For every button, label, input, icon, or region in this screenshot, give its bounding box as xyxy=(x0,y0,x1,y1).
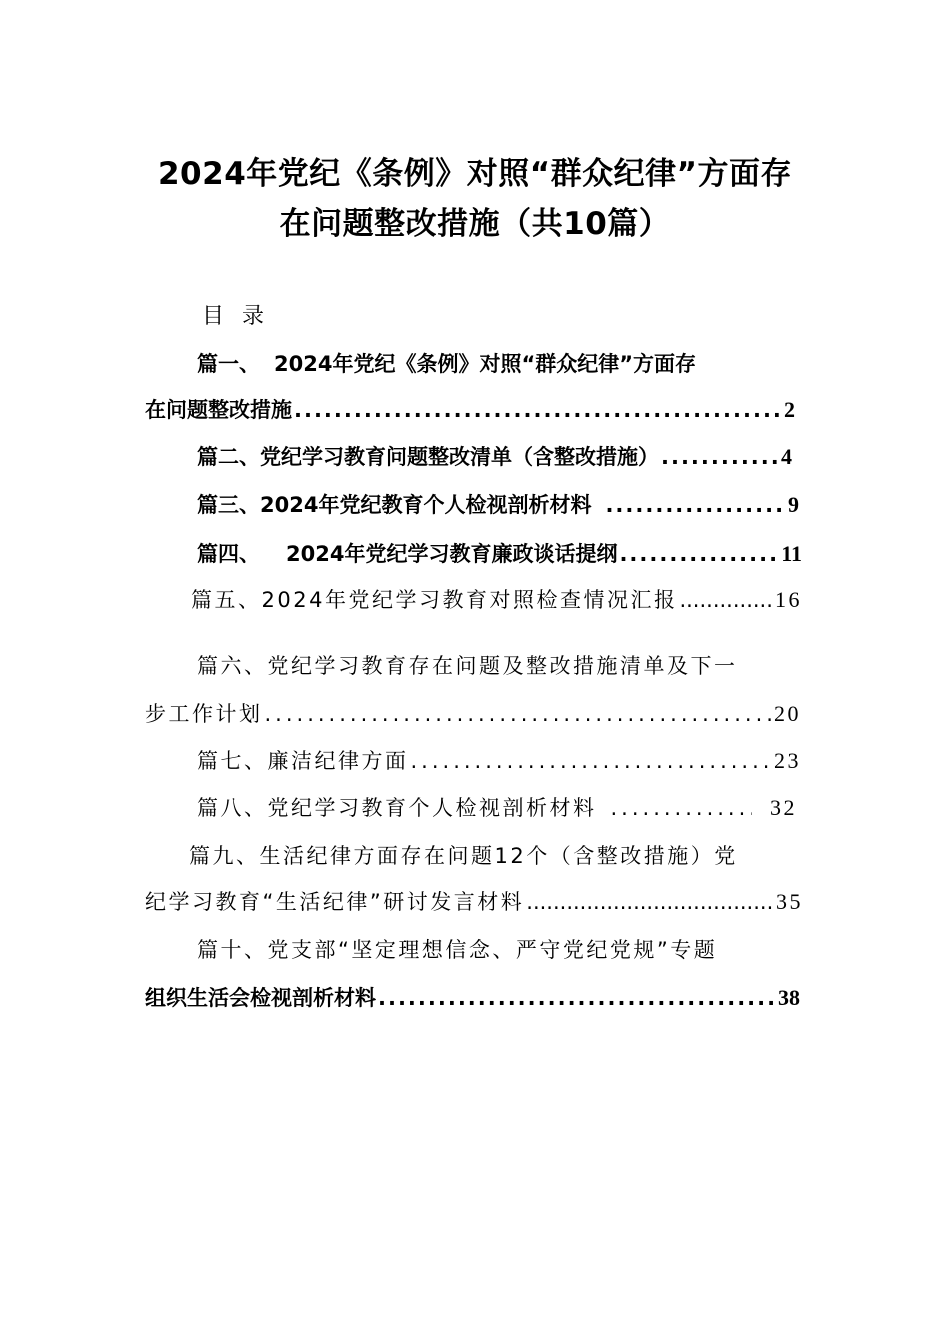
toc-leader-dots xyxy=(294,394,782,426)
toc-leader-dots xyxy=(611,792,753,824)
toc-leader-dots xyxy=(526,886,774,918)
toc-entry-1-page: 2 xyxy=(784,397,795,422)
toc-entry-6-line-2[interactable] xyxy=(145,698,801,730)
toc-entry-6-line-1[interactable] xyxy=(197,650,738,682)
toc-entry-10-title: 篇十、党支部“坚定理想信念、严守党纪党规”专题 xyxy=(197,938,718,962)
toc-entry-6-title-cont: 步工作计划 xyxy=(145,702,263,726)
toc-entry-1-line-1[interactable] xyxy=(197,348,696,380)
toc-entry-8-title: 篇八、党纪学习教育个人检视剖析材料 xyxy=(197,796,597,820)
toc-leader-dots xyxy=(605,489,786,521)
toc-entry-8[interactable] xyxy=(197,792,797,824)
toc-entry-3-title: 篇三、2024年党纪教育个人检视剖析材料 xyxy=(197,493,592,517)
toc-leader-dots xyxy=(619,538,779,570)
toc-entry-5[interactable] xyxy=(191,584,802,616)
toc-entry-9-line-1[interactable] xyxy=(189,840,738,872)
toc-entry-1-title-cont: 在问题整改措施 xyxy=(145,398,292,422)
toc-entry-6-title: 篇六、党纪学习教育存在问题及整改措施清单及下一 xyxy=(197,654,738,678)
toc-entry-1-prefix: 篇一、 xyxy=(197,352,260,376)
toc-entry-4[interactable] xyxy=(197,538,802,570)
toc-leader-dots xyxy=(378,982,776,1014)
toc-entry-2-title: 篇二、党纪学习教育问题整改清单（含整改措施） xyxy=(197,445,659,469)
toc-entry-1-title: 2024年党纪《条例》对照“群众纪律”方面存 xyxy=(274,352,697,376)
toc-entry-5-title: 篇五、2024年党纪学习教育对照检查情况汇报 xyxy=(191,588,678,612)
toc-entry-8-page: 32 xyxy=(770,795,797,820)
toc-entry-10-line-1[interactable] xyxy=(197,934,717,966)
toc-entry-9-title: 篇九、生活纪律方面存在问题12个（含整改措施）党 xyxy=(189,844,738,868)
document-title-line-2: 在问题整改措施（共10篇） xyxy=(279,206,671,242)
toc-entry-3[interactable] xyxy=(197,489,799,521)
toc-heading: 目录 xyxy=(202,304,283,329)
toc-entry-7[interactable] xyxy=(197,745,801,777)
toc-entry-5-page: 16 xyxy=(775,587,802,612)
toc-entry-3-page: 9 xyxy=(788,492,799,517)
toc-entry-4-title: 2024年党纪学习教育廉政谈话提纲 xyxy=(286,542,618,566)
toc-entry-7-page: 23 xyxy=(774,748,801,773)
toc-entry-9-title-cont: 纪学习教育“生活纪律”研讨发言材料 xyxy=(145,890,525,914)
toc-entry-2-page: 4 xyxy=(781,444,792,469)
toc-leader-dots xyxy=(265,698,773,730)
toc-entry-10-page: 38 xyxy=(778,985,800,1010)
document-title-line-1: 2024年党纪《条例》对照“群众纪律”方面存 xyxy=(157,156,793,192)
toc-entry-9-page: 35 xyxy=(776,889,803,914)
toc-entry-9-line-2[interactable] xyxy=(145,886,803,918)
toc-entry-7-title: 篇七、廉洁纪律方面 xyxy=(197,749,409,773)
toc-entry-4-page: 11 xyxy=(781,541,802,566)
toc-entry-1-line-2[interactable] xyxy=(145,394,795,426)
toc-entry-2[interactable] xyxy=(197,441,792,473)
toc-entry-10-line-2[interactable] xyxy=(145,982,800,1014)
toc-leader-dots xyxy=(679,584,773,616)
toc-entry-4-prefix: 篇四、 xyxy=(197,542,260,566)
toc-leader-dots xyxy=(661,441,779,473)
toc-leader-dots xyxy=(411,745,773,777)
toc-entry-6-page: 20 xyxy=(774,701,801,726)
toc-entry-10-title-cont: 组织生活会检视剖析材料 xyxy=(145,986,376,1010)
